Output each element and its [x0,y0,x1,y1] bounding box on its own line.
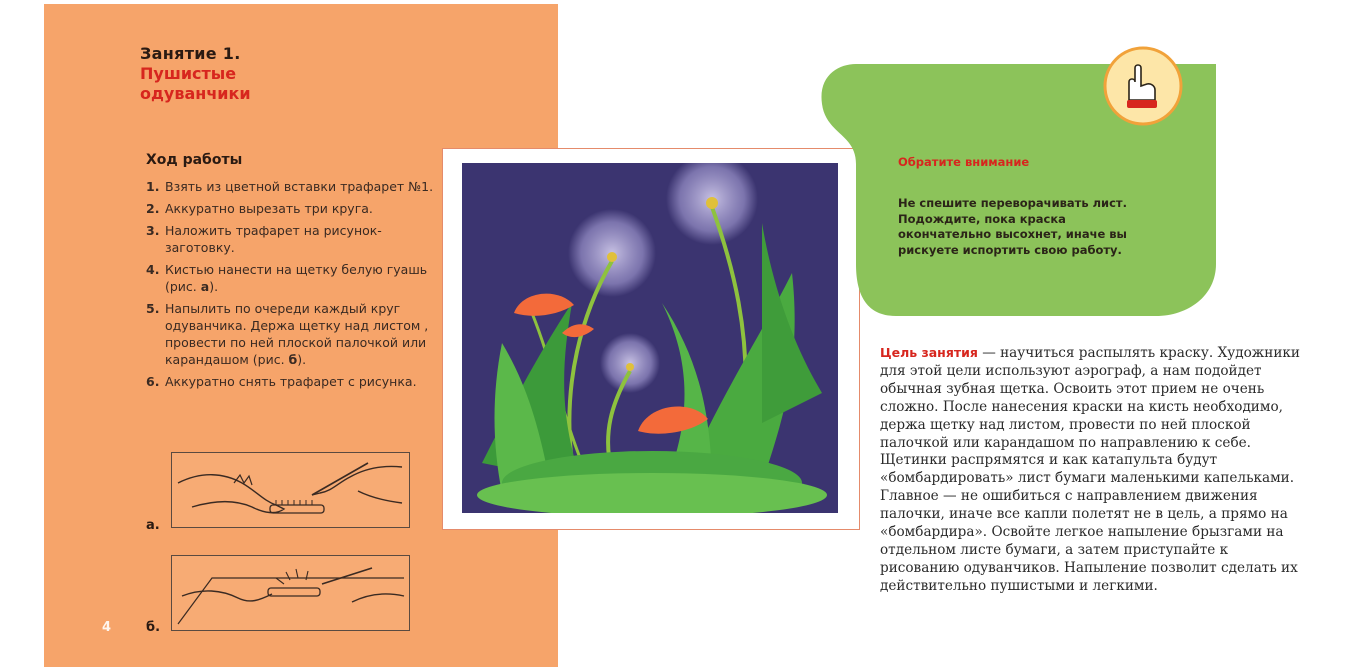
hands-spraying-illustration [172,556,409,630]
attention-heading: Обратите внимание [898,155,1030,169]
figure-b-spraying [171,555,410,631]
attention-text: Не спешите переворачивать лист. Подождите, пока краска окончательно высохнет, иначе вы рискуете испортить свою работу. [898,196,1127,257]
step-item: 1. Взять из цветной вставки трафарет №1. [146,179,434,194]
lesson-goal-paragraph [880,344,1306,596]
figure-a-label: а. [146,518,160,533]
steps-list [146,178,446,395]
lesson-title: Пушистые одуванчики [140,64,251,103]
page-number: 4 [102,620,112,635]
goal-text: — научиться распылять краску. Художники для этой цели используют аэрограф, а нам подойдет обычная зубная щетка. Освоить этот прием не очень сложно. После нанесения краски на кисть необходимо, держа щетку над листом, провести по ней плоской палочкой или карандашом по направлению к себе. Щетинки распрямятся и как катапульта будут «бомбардировать» лист бумаги маленькими капельками. Главное — не ошибиться с направлением движения палочки, иначе все капли полетят не в цель, а прямо на «бомбардира». Освойте легкое напыление брызгами на отдельном листе бумаги, а затем приступайте к рисованию одуванчиков. Напыление позволит сделать их действительно пушистыми и легкими. [880,345,1300,594]
figure-a-brush-loading [171,452,410,528]
step-item: 4. Кистью нанести на щетку белую гуашь (рис. а). [146,262,428,294]
step-item: 5. Напылить по очереди каждый круг одуванчика. Держа щетку над листом , провести по ней плоской палочкой или карандашом (рис. б). [146,301,429,367]
step-item: 2. Аккуратно вырезать три круга. [146,201,373,216]
steps-heading: Ход работы [146,152,243,168]
hand-pointer-icon [1097,46,1189,128]
step-item: 6. Аккуратно снять трафарет с рисунка. [146,374,417,389]
hands-brush-illustration [172,453,409,527]
dandelion-illustration [462,163,838,513]
step-item: 3. Наложить трафарет на рисунок-заготовку. [146,223,382,255]
figure-b-label: б. [146,620,161,635]
goal-lead: Цель занятия [880,345,978,360]
lesson-number: Занятие 1. [140,44,241,63]
